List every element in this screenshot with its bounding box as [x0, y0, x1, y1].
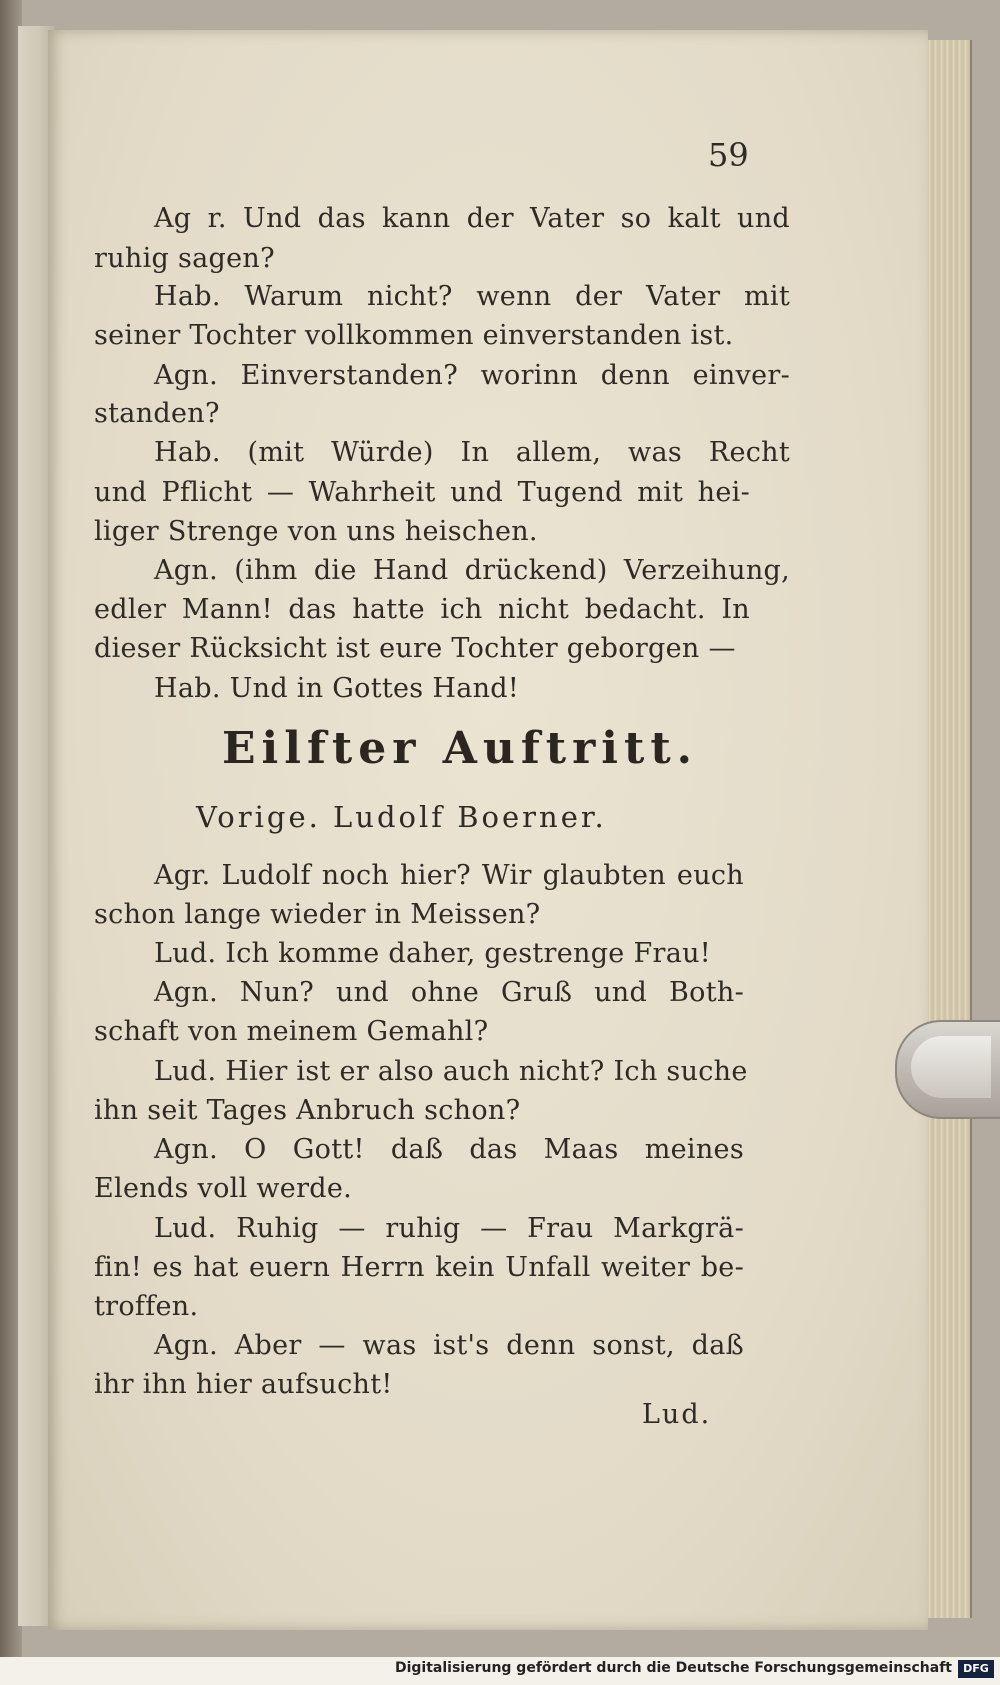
text-line: ihn seit Tages Anbruch schon?	[94, 1095, 521, 1126]
text-line: troffen.	[94, 1291, 199, 1322]
text-line: liger Strenge von uns heischen.	[94, 516, 538, 547]
dfg-logo: DFG	[958, 1660, 994, 1678]
text-line: Lud. Hier ist er also auch nicht? Ich suche	[154, 1056, 748, 1087]
text-line: ihr ihn hier aufsucht!	[94, 1369, 393, 1400]
text-line: Agn. Nun? und ohne Gruß und Both-	[154, 977, 744, 1008]
text-line: Hab. Und in Gottes Hand!	[154, 673, 520, 704]
digitization-credit: Digitalisierung gefördert durch die Deutsche Forschungsgemeinschaft	[394, 1660, 952, 1676]
page-number: 59	[708, 136, 749, 174]
page-clip-inner	[911, 1036, 991, 1098]
footer-bar	[0, 1657, 1000, 1685]
text-line: Lud. Ruhig — ruhig — Frau Markgrä-	[154, 1213, 744, 1244]
text-line: ruhig sagen?	[94, 243, 275, 274]
text-line: Lud. Ich komme daher, gestrenge Frau!	[154, 938, 711, 969]
text-line: Agn. Aber — was ist's denn sonst, daß	[154, 1330, 744, 1361]
text-line: Ag r. Und das kann der Vater so kalt und	[154, 203, 790, 234]
text-line: fin! es hat euern Herrn kein Unfall weiter be-	[94, 1252, 744, 1283]
scene-characters: Vorige. Ludolf Boerner.	[196, 800, 607, 834]
text-line: seiner Tochter vollkommen einverstanden ist.	[94, 320, 734, 351]
text-line: Agn. Einverstanden? worinn denn einver-	[154, 360, 790, 391]
text-line: und Pflicht — Wahrheit und Tugend mit hei-	[94, 477, 750, 508]
text-line: edler Mann! das hatte ich nicht bedacht. In	[94, 594, 750, 625]
text-line: schaft von meinem Gemahl?	[94, 1016, 489, 1047]
text-line: Hab. Warum nicht? wenn der Vater mit	[154, 281, 790, 312]
text-line: Hab. (mit Würde) In allem, was Recht	[154, 437, 790, 468]
text-line: schon lange wieder in Meissen?	[94, 899, 541, 930]
text-line: Agr. Ludolf noch hier? Wir glaubten euch	[154, 860, 744, 891]
scene-heading: Eilfter Auftritt.	[222, 723, 698, 774]
text-line: Elends voll werde.	[94, 1173, 353, 1204]
text-line: Agn. (ihm die Hand drückend) Verzeihung,	[154, 555, 790, 586]
text-line: Agn. O Gott! daß das Maas meines	[154, 1134, 744, 1165]
page-clip	[895, 1020, 1000, 1119]
catchword: Lud.	[642, 1399, 712, 1430]
text-line: standen?	[94, 398, 220, 429]
text-line: dieser Rücksicht ist eure Tochter geborgen —	[94, 633, 736, 664]
